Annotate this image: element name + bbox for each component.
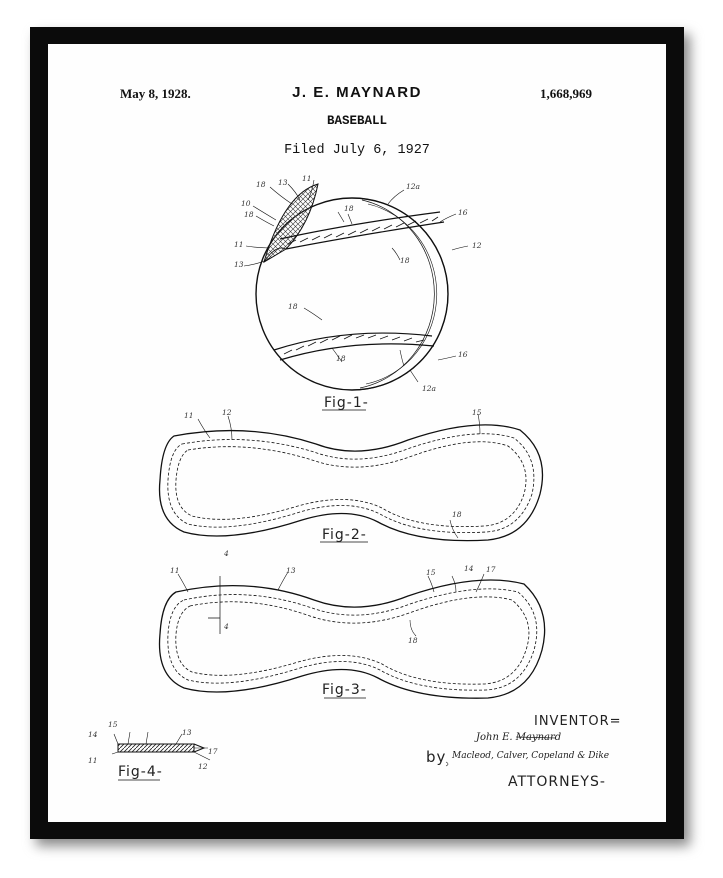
- ref-10: 10: [241, 199, 251, 208]
- ref-16-b: 16: [458, 350, 468, 359]
- inventor-signature: John E. Maynard: [476, 732, 562, 743]
- patent-title: BASEBALL: [326, 114, 387, 128]
- ref-18: 18: [256, 180, 266, 189]
- ref-fig3-4: 4: [224, 549, 229, 558]
- ref-fig4-12: 12: [198, 762, 208, 771]
- ref-fig3-13: 13: [286, 566, 296, 575]
- attorneys-signature: Macleod, Calver, Copeland & Dike: [452, 751, 610, 761]
- fig1-baseball-drawing: [244, 180, 468, 410]
- ref-fig4-15: 15: [108, 720, 118, 729]
- ref-12: 12: [472, 241, 482, 250]
- ref-fig2-18: 18: [452, 510, 462, 519]
- fig2-label: Fig-2-: [322, 527, 367, 543]
- ref-11: 11: [302, 174, 312, 183]
- ref-fig3-15: 15: [426, 568, 436, 577]
- ref-12a-b: 12a: [422, 384, 437, 393]
- filed-date: Filed July 6, 1927: [284, 143, 430, 158]
- ref-fig3-14: 14: [464, 564, 474, 573]
- ref-fig4-17: 17: [208, 747, 218, 756]
- ref-13: 13: [278, 178, 288, 187]
- by-label: by: [426, 748, 447, 766]
- ref-11-b: 11: [234, 240, 244, 249]
- fig2-cover-blank-drawing: [160, 414, 543, 542]
- ref-fig2-15: 15: [472, 408, 482, 417]
- inventor-name: J. E. MAYNARD: [292, 84, 422, 101]
- fig1-label: Fig-1-: [324, 395, 369, 411]
- fig4-label: Fig-4-: [118, 764, 163, 780]
- ref-16: 16: [458, 208, 468, 217]
- ref-12a: 12a: [406, 182, 421, 191]
- ref-13-b: 13: [234, 260, 244, 269]
- ref-18-b: 18: [244, 210, 254, 219]
- ref-fig3-11: 11: [170, 566, 180, 575]
- ref-fig4-11: 11: [88, 756, 98, 765]
- fig3-label: Fig-3-: [322, 682, 367, 698]
- ref-fig4-14: 14: [88, 730, 98, 739]
- fig3-stitched-cover-drawing: [160, 572, 545, 698]
- patent-drawing: [48, 44, 666, 822]
- attorneys-label: ATTORNEYS-: [508, 774, 606, 790]
- ref-fig2-11: 11: [184, 411, 194, 420]
- patent-number: 1,668,969: [540, 86, 592, 101]
- ref-18-e: 18: [288, 302, 298, 311]
- ref-fig3-18: 18: [408, 636, 418, 645]
- ref-fig3-17: 17: [486, 565, 496, 574]
- ref-18-c: 18: [344, 204, 354, 213]
- ref-fig3-4-b: 4: [224, 622, 229, 631]
- patent-sheet: [48, 44, 666, 822]
- inventor-label: INVENTOR=: [534, 714, 622, 729]
- ref-18-f: 18: [336, 354, 346, 363]
- ref-18-d: 18: [400, 256, 410, 265]
- patent-date: May 8, 1928.: [120, 86, 191, 101]
- ref-fig4-13: 13: [182, 728, 192, 737]
- ref-fig2-12: 12: [222, 408, 232, 417]
